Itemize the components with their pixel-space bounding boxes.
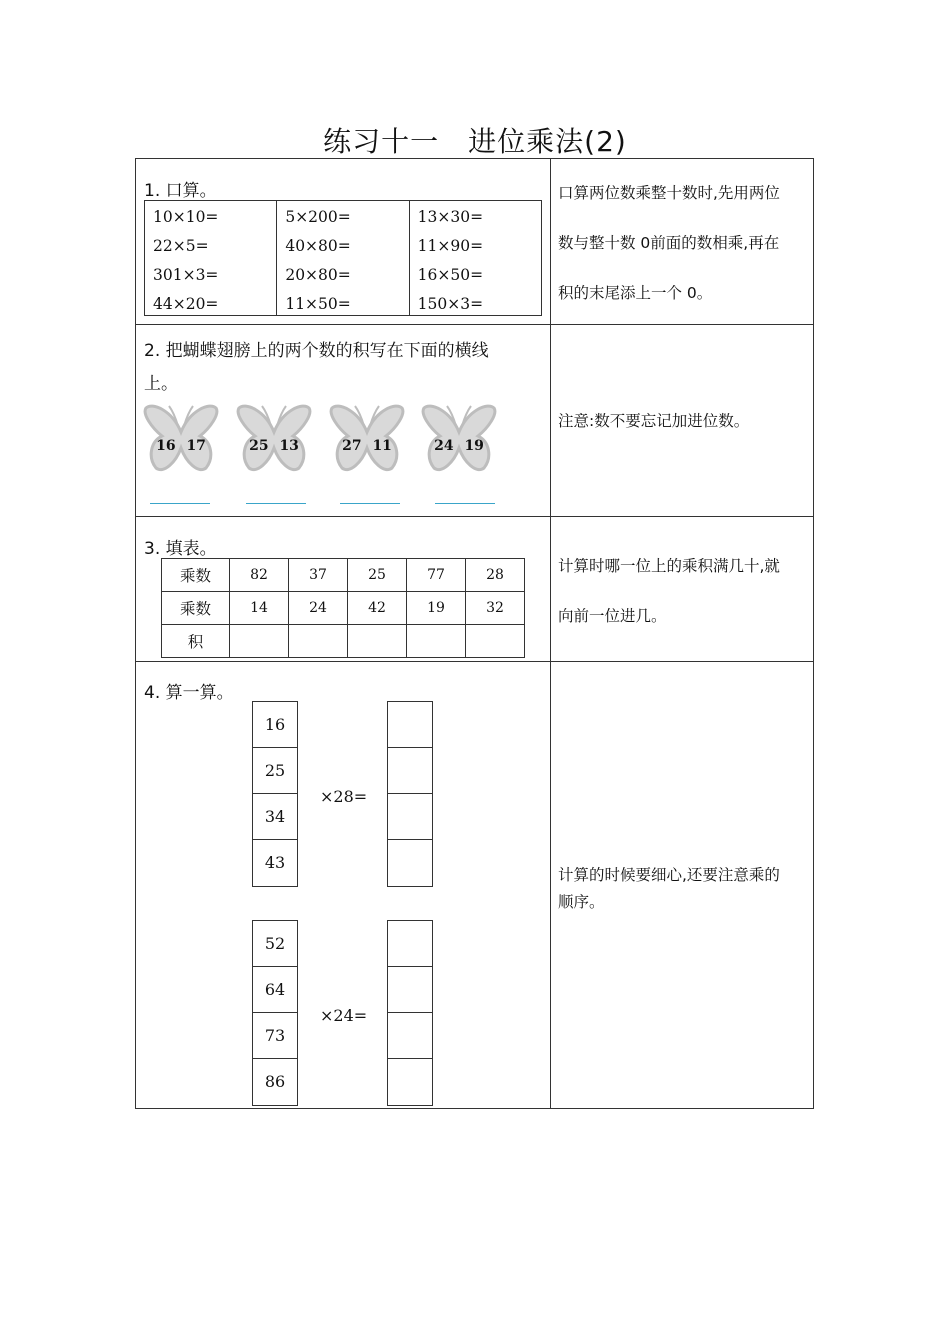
oral-calc-table xyxy=(144,200,542,316)
butterfly-3 xyxy=(328,402,406,476)
answer-line-1[interactable] xyxy=(150,503,210,504)
multiplier-cell: 19 xyxy=(407,592,466,625)
multiplicand-cell: 82 xyxy=(230,559,289,592)
oral-problem: 11×90= xyxy=(417,237,484,255)
multiplier-cell: 32 xyxy=(466,592,525,625)
butterfly-4 xyxy=(420,402,498,476)
wing-number: 27 xyxy=(342,438,362,454)
tip-line: 计算的时候要细心,还要注意乘的 xyxy=(558,866,780,884)
multiplicand-cell: 28 xyxy=(466,559,525,592)
section2-title-line1: 2. 把蝴蝶翅膀上的两个数的积写在下面的横线 xyxy=(144,341,489,361)
product-cell[interactable] xyxy=(348,625,407,658)
number-cell: 43 xyxy=(264,853,286,872)
table-row xyxy=(162,625,525,658)
section4-tip xyxy=(558,862,803,916)
product-cell[interactable] xyxy=(407,625,466,658)
result-cell[interactable] xyxy=(388,921,432,967)
section2-title xyxy=(144,335,489,401)
result-column-1 xyxy=(387,701,433,887)
number-column-2 xyxy=(252,920,298,1106)
table-row xyxy=(162,559,525,592)
product-cell[interactable] xyxy=(466,625,525,658)
oral-column-2 xyxy=(277,201,409,315)
number-cell: 86 xyxy=(264,1072,286,1091)
page-title: 练习十一 进位乘法(2) xyxy=(323,125,627,158)
section2-title-line2: 上。 xyxy=(144,374,178,394)
wing-number: 17 xyxy=(186,438,206,454)
tip-line: 口算两位数乘整十数时,先用两位 xyxy=(558,184,780,202)
number-column-1 xyxy=(252,701,298,887)
table-row xyxy=(162,592,525,625)
section1-tip xyxy=(558,168,803,318)
section3-title: 3. 填表。 xyxy=(144,539,217,559)
butterfly-numbers xyxy=(420,438,498,454)
multiplier-label-1: ×28= xyxy=(320,787,368,806)
section4-title: 4. 算一算。 xyxy=(144,683,234,703)
oral-problem: 20×80= xyxy=(285,266,351,284)
oral-problem: 11×50= xyxy=(285,295,351,313)
wing-number: 19 xyxy=(464,438,484,454)
result-cell[interactable] xyxy=(388,748,432,794)
tip-line: 数与整十数 0前面的数相乘,再在 xyxy=(558,234,780,252)
multiplier-cell: 24 xyxy=(289,592,348,625)
product-cell[interactable] xyxy=(289,625,348,658)
result-cell[interactable] xyxy=(388,1013,432,1059)
number-cell: 52 xyxy=(253,921,297,967)
row-label: 乘数 xyxy=(162,592,230,625)
wing-number: 11 xyxy=(372,438,392,454)
oral-problem: 5×200= xyxy=(285,208,351,226)
answer-line-2[interactable] xyxy=(246,503,306,504)
oral-problem: 22×5= xyxy=(153,237,209,255)
oral-problem: 40×80= xyxy=(285,237,351,255)
multiplicand-cell: 37 xyxy=(289,559,348,592)
row-divider-3 xyxy=(135,661,814,662)
butterfly-2 xyxy=(235,402,313,476)
wing-number: 13 xyxy=(279,438,299,454)
oral-problem: 13×30= xyxy=(417,208,484,226)
multiplicand-cell: 77 xyxy=(407,559,466,592)
row-divider-2 xyxy=(135,516,814,517)
result-cell[interactable] xyxy=(388,967,432,1013)
result-cell[interactable] xyxy=(388,702,432,748)
oral-problem: 44×20= xyxy=(153,295,219,313)
number-cell: 34 xyxy=(253,794,297,840)
section3-tip xyxy=(558,541,803,641)
tip-line: 顺序。 xyxy=(558,893,605,911)
wing-number: 24 xyxy=(434,438,454,454)
tip-line: 计算时哪一位上的乘积满几十,就 xyxy=(558,557,780,575)
section2-tip: 注意:数不要忘记加进位数。 xyxy=(558,412,750,430)
tip-line: 积的末尾添上一个 0。 xyxy=(558,284,713,302)
tip-line: 向前一位进几。 xyxy=(558,607,667,625)
row-label: 乘数 xyxy=(162,559,230,592)
number-cell: 25 xyxy=(253,748,297,794)
multiplier-label-2: ×24= xyxy=(320,1006,368,1025)
wing-number: 16 xyxy=(156,438,176,454)
butterfly-1 xyxy=(142,402,220,476)
product-cell[interactable] xyxy=(230,625,289,658)
butterfly-numbers xyxy=(142,438,220,454)
butterfly-numbers xyxy=(235,438,313,454)
result-cell[interactable] xyxy=(388,794,432,840)
oral-problem: 10×10= xyxy=(153,208,219,226)
multiplicand-cell: 25 xyxy=(348,559,407,592)
number-cell: 73 xyxy=(253,1013,297,1059)
result-cell[interactable] xyxy=(388,1059,432,1105)
fill-table xyxy=(161,558,525,658)
result-column-2 xyxy=(387,920,433,1106)
butterfly-numbers xyxy=(328,438,406,454)
result-cell[interactable] xyxy=(388,840,432,886)
oral-problem: 301×3= xyxy=(153,266,219,284)
wing-number: 25 xyxy=(249,438,269,454)
number-cell: 16 xyxy=(253,702,297,748)
multiplier-cell: 42 xyxy=(348,592,407,625)
answer-line-3[interactable] xyxy=(340,503,400,504)
number-cell: 64 xyxy=(253,967,297,1013)
oral-column-3 xyxy=(410,201,541,315)
row-divider-1 xyxy=(135,324,814,325)
column-divider xyxy=(550,158,551,1109)
oral-problem: 150×3= xyxy=(417,295,484,313)
answer-line-4[interactable] xyxy=(435,503,495,504)
oral-column-1 xyxy=(145,201,277,315)
oral-problem: 16×50= xyxy=(417,266,484,284)
section1-title: 1. 口算。 xyxy=(144,181,217,201)
multiplier-cell: 14 xyxy=(230,592,289,625)
row-label: 积 xyxy=(162,625,230,658)
